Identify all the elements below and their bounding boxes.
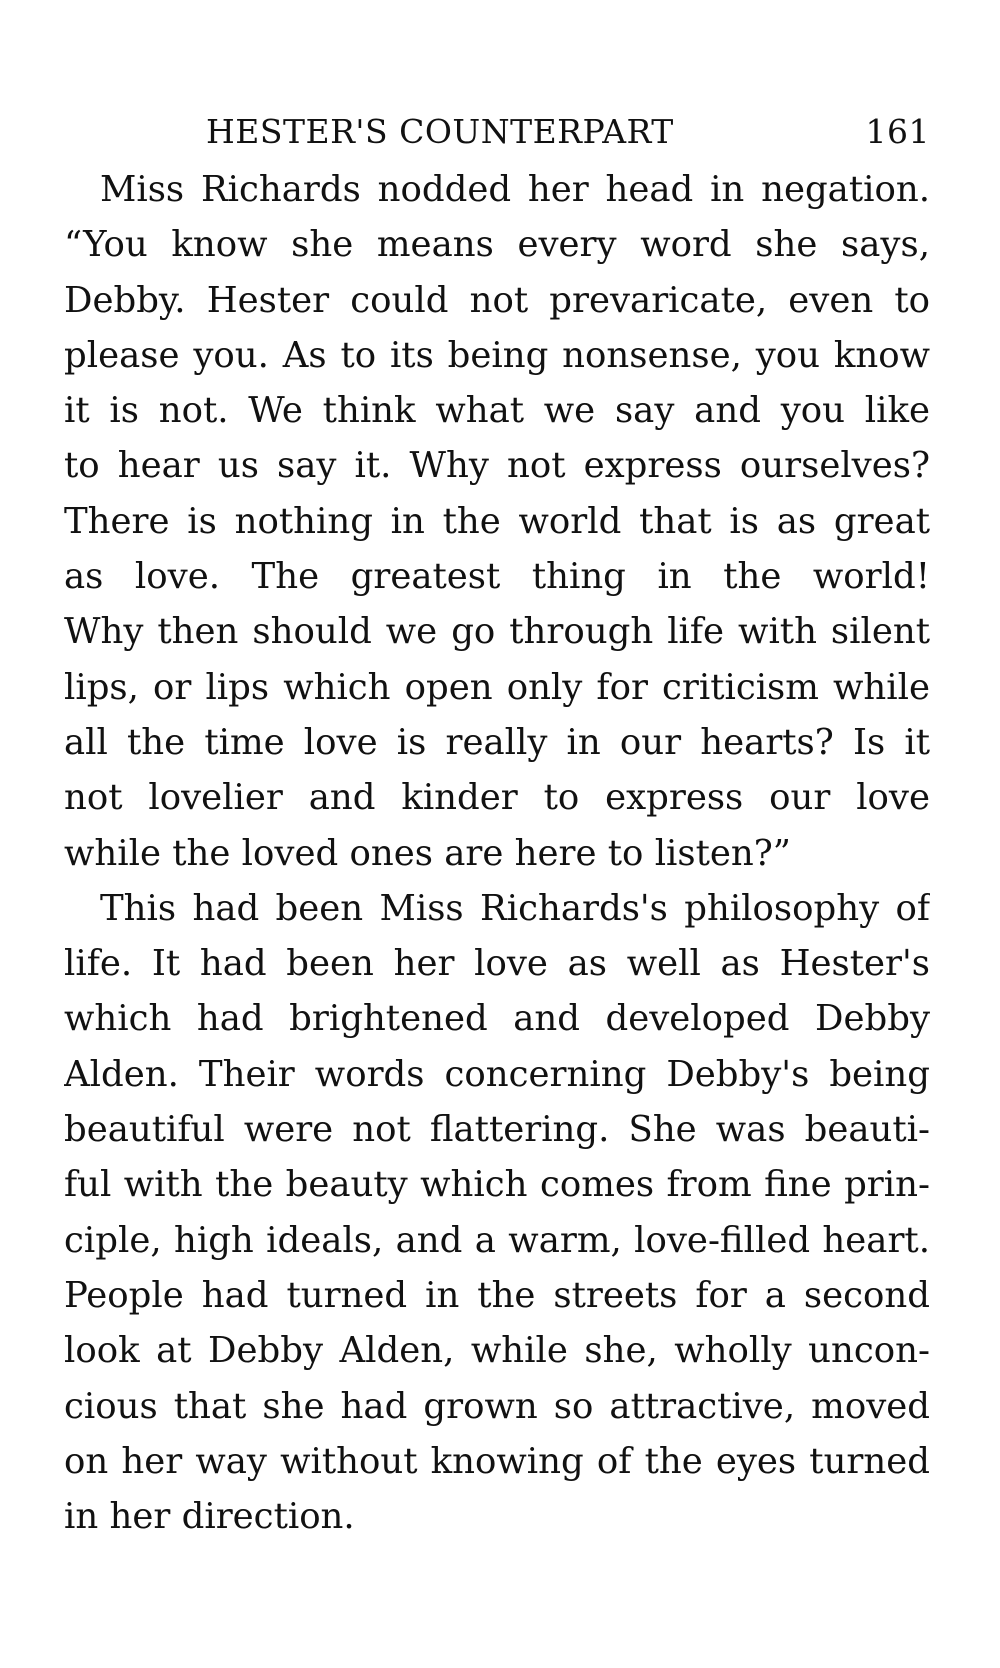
running-title: HESTER'S COUNTERPART [206,112,674,151]
text-line: beautiful were not flattering. She was beauti- [64,1109,930,1151]
text-line: This had been Miss Richards's philosophy of [100,887,930,929]
text-line: ful with the beauty which comes from fine prin- [64,1164,930,1206]
text-line: Miss Richards nodded her head in negation. [100,169,930,210]
text-line: look at Debby Alden, while she, wholly uncon- [64,1330,930,1372]
text-line: please you. As to its being nonsense, you know [64,334,930,376]
text-line: lips, or lips which open only for criticism while [64,666,930,708]
text-line: to hear us say it. Why not express ourselves? [64,445,930,487]
text-line: There is nothing in the world that is as great [64,500,930,542]
text-line: which had brightened and developed Debby [64,998,930,1040]
text-line: in her direction. [64,1496,355,1538]
paragraph-2 [64,881,930,1545]
paragraph-1 [64,162,930,881]
text-line: Alden. Their words concerning Debby's being [64,1053,930,1095]
text-line: on her way without knowing of the eyes turned [64,1440,930,1482]
text-line: “You know she means every word she says, [64,224,930,266]
text-line: as love. The greatest thing in the world! [64,556,930,598]
text-line: ciple, high ideals, and a warm, love-filled heart. [64,1219,930,1261]
book-page [64,100,930,1544]
page-number: 161 [865,112,930,151]
text-line: while the loved ones are here to listen?” [64,832,791,874]
text-line: Why then should we go through life with silent [64,611,930,653]
text-line: it is not. We think what we say and you like [64,390,930,432]
text-line: cious that she had grown so attractive, moved [64,1385,930,1427]
text-line: life. It had been her love as well as Hester's [64,943,930,985]
text-line: all the time love is really in our hearts? Is it [64,721,930,763]
running-head [64,100,930,154]
text-line: not lovelier and kinder to express our love [64,777,930,819]
text-line: Debby. Hester could not prevaricate, even to [64,279,930,321]
text-line: People had turned in the streets for a second [64,1274,930,1316]
